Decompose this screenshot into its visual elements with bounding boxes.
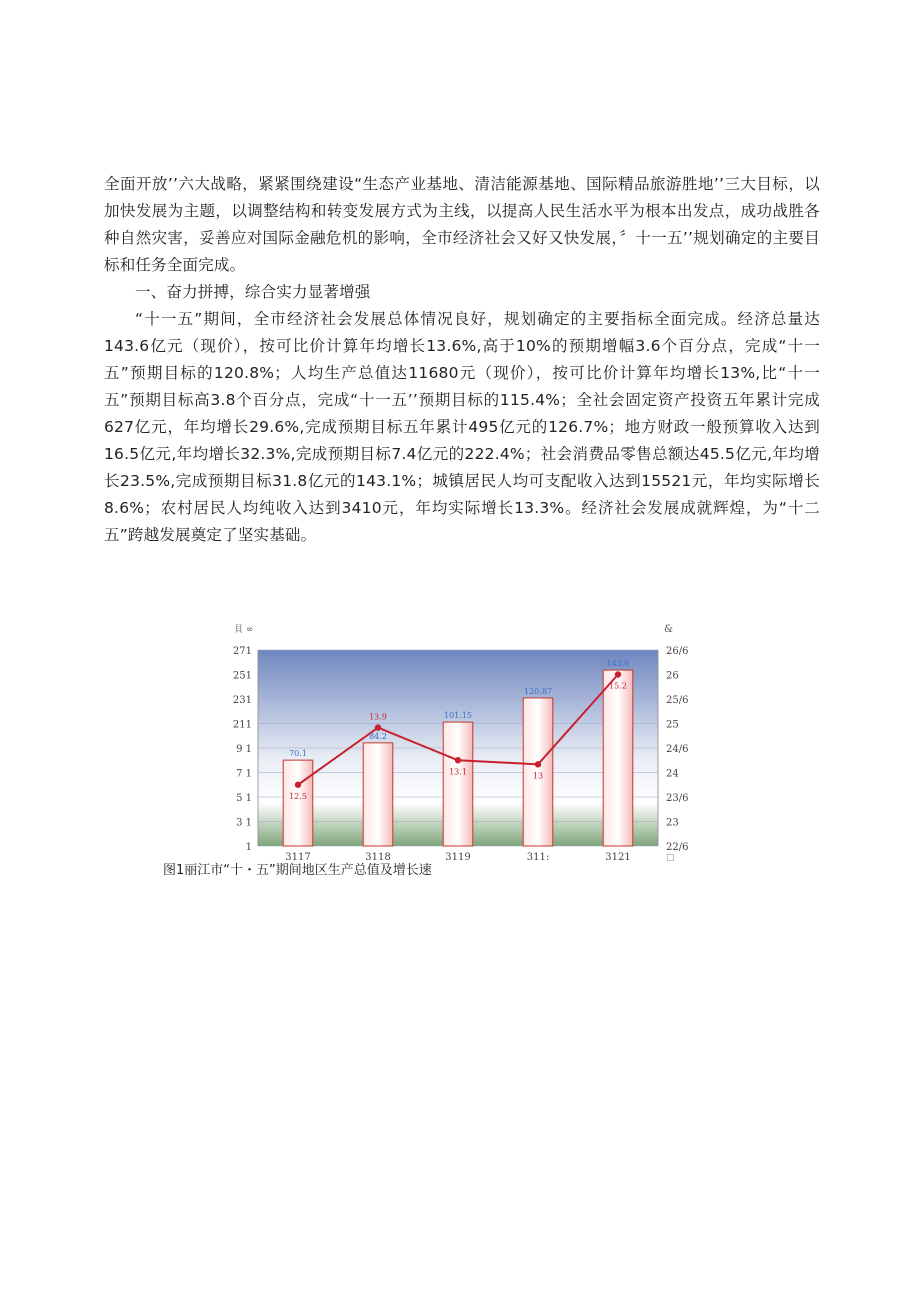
y-left-tick-label: 1 [245, 842, 252, 853]
bar-value-label: 84.2 [369, 731, 387, 741]
y-left-tick-label: 5 1 [236, 793, 252, 804]
y-right-tick-label: 25/6 [666, 695, 688, 706]
bar [443, 722, 473, 846]
y-left-title: 貝 ∞ [234, 625, 254, 635]
y-left-tick-label: 271 [232, 646, 252, 657]
y-left-tick-label: 9 1 [236, 744, 252, 755]
growth-point [295, 782, 301, 788]
growth-value-label: 13.9 [369, 712, 387, 722]
x-tick-label: 3119 [445, 852, 471, 862]
paragraph-2: “十一五”期间，全市经济社会发展总体情况良好，规划确定的主要指标全面完成。经济总量达143.6亿元（现价），按可比价计算年均增长13.6%,高于10%的预期增幅3.6个百分点，完成“十一五”预期目标的120.8%；人均生产总值达11680元（现价），按可比价计算年均增长13%,比“十一五”预期目标高3.8个百分点，完成“十一五’’预期目标的115.4%；全社会固定资产投资五年累计完成627亿元，年均增长29.6%,完成预期目标五年累计495亿元的126.7%；地方财政一般预算收入达到16.5亿元,年均增长32.3%,完成预期目标7.4亿元的222.4%；社会消费品零售总额达45.5亿元,年均增长23.5%,完成预期目标31.8亿元的143.1%；城镇居民人均可支配收入达到15521元，年均实际增长8.6%；农村居民人均纯收入达到3410元，年均实际增长13.3%。经济社会发展成就辉煌，为“十二五”跨越发展奠定了坚实基础。 [104, 310, 820, 544]
y-left-tick-label: 231 [232, 695, 252, 706]
y-right-tick-label: 24/6 [666, 744, 688, 755]
x-tick-label: 3117 [285, 852, 311, 862]
growth-point [535, 761, 541, 767]
y-right-tick-label: 25 [666, 719, 679, 731]
x-tick-label: 3121 [605, 852, 631, 862]
growth-point [615, 671, 621, 677]
gdp-chart [218, 618, 688, 862]
bar-value-label: 143.6 [606, 659, 630, 669]
y-left-tick-label: 7 1 [236, 768, 252, 780]
y-right-tick-label: 24 [666, 768, 679, 780]
y-right-tick-label: 23/6 [666, 793, 688, 804]
growth-value-label: 13.1 [449, 767, 467, 777]
growth-point [455, 757, 461, 763]
y-left-tick-label: 3 1 [236, 817, 252, 829]
body-text [104, 171, 820, 549]
y-right-tick-label: 26 [666, 670, 679, 682]
y-left-tick-label: 251 [232, 670, 252, 682]
gdp-chart-svg [218, 618, 688, 862]
x-trailing-label: □ [666, 853, 675, 862]
y-right-tick-label: 23 [666, 817, 679, 829]
y-right-tick-label: 22/6 [666, 842, 688, 853]
bar [283, 760, 313, 846]
y-left-tick-label: 211 [232, 719, 252, 731]
paragraph-1: 全面开放’’六大战略，紧紧围绕建设“生态产业基地、清洁能源基地、国际精品旅游胜地’’三大目标，以加快发展为主题，以调整结构和转变发展方式为主线，以提高人民生活水平为根本出发点，成功战胜各种自然灾害，妥善应对国际金融危机的影响，全市经济社会又好又快发展，〞十一五’’规划确定的主要目标和任务全面完成。 [104, 175, 820, 274]
x-tick-label: 3118 [365, 852, 391, 862]
section-heading: 一、奋力拼搏，综合实力显著增强 [135, 283, 371, 301]
figure-caption: 图1丽江市“十・五”期间地区生产总值及增长速 [163, 863, 432, 878]
bar [363, 743, 393, 846]
growth-value-label: 13 [532, 771, 544, 781]
growth-point [375, 724, 381, 730]
growth-value-label: 15.2 [609, 681, 627, 691]
y-right-tick-label: 26/6 [666, 646, 688, 657]
x-tick-label: 311: [526, 852, 550, 862]
bar-value-label: 101.15 [444, 711, 472, 721]
bar-value-label: 70.1 [289, 749, 307, 759]
y-right-title: & [664, 624, 673, 635]
bar [603, 670, 633, 846]
growth-value-label: 12.5 [289, 791, 307, 801]
bar-value-label: 120.87 [524, 686, 552, 696]
